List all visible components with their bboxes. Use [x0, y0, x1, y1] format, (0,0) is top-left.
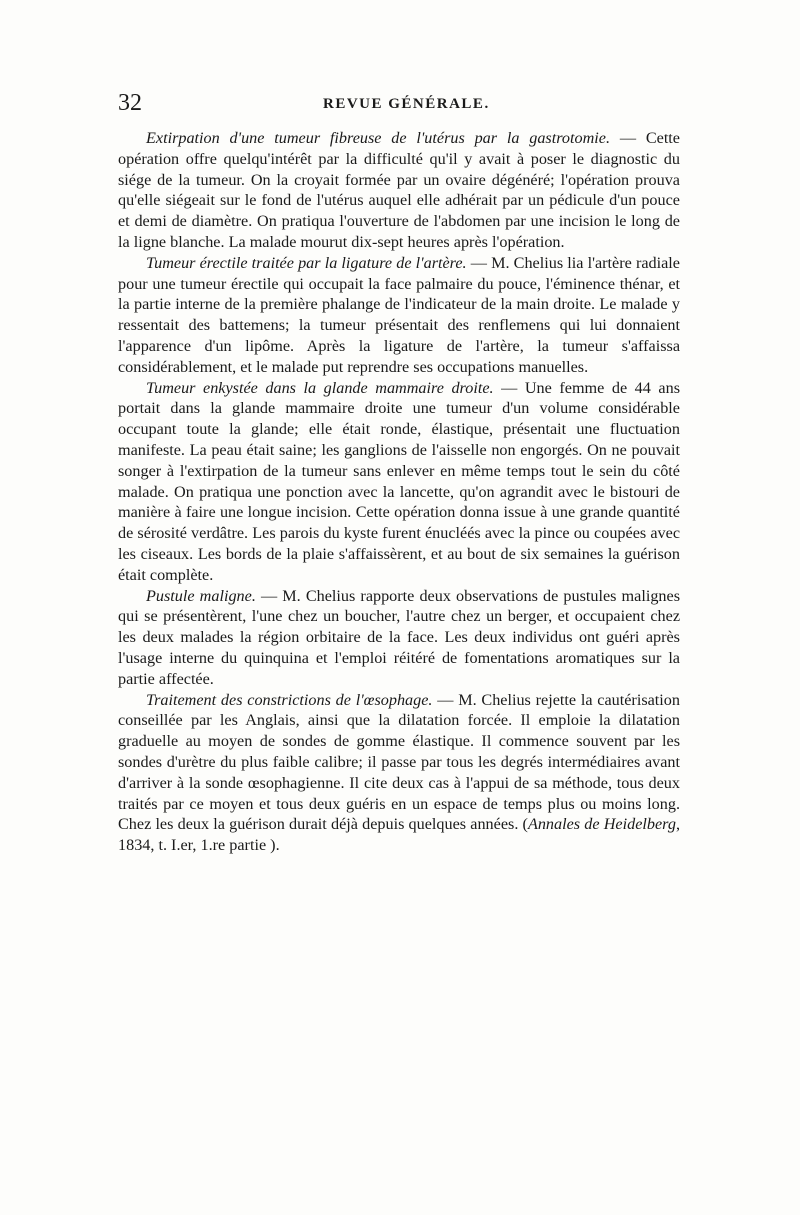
paragraph-text: — Une femme de 44 ans portait dans la glande mammaire droite une tumeur d'un volume considérable occupant toute la glande; elle était ronde, élastique, présentait une fluctuation manifeste. La peau était saine; les ganglions de l'aisselle non engorgés. On ne pouvait songer à l'extirpation de la tumeur sans enlever en même temps tout le sein du côté malade. On pratiqua une ponction avec la lancette, qu'on agrandit avec le bistouri de manière à faire une longue incision. Cette opération donna issue à une grande quantité de sérosité verdâtre. Les parois du kyste furent énucléés avec la pince ou coupées avec les ciseaux. Les bords de la plaie s'affaissèrent, et au bout de six semaines la guérison était complète. — [118, 378, 680, 584]
paragraph-tumeur-erectile — [118, 253, 680, 378]
section-title: Tumeur enkystée dans la glande mammaire droite. — [146, 378, 494, 397]
body-text — [118, 128, 680, 856]
paragraph-text: — M. Chelius rapporte deux observations de pustules malignes qui se présentèrent, l'une chez un boucher, l'autre chez un berger, et occupaient chez les deux malades la région orbitaire de la face. Les deux individus ont guéri après l'usage interne du quinquina et l'emploi réitéré de fomentations aromatiques sur la partie affectée. — [118, 586, 680, 688]
section-title: Pustule maligne. — [146, 586, 256, 605]
running-head: REVUE GÉNÉRALE. — [323, 96, 490, 112]
section-title: Traitement des constrictions de l'œsophage. — [146, 690, 433, 709]
source-citation: Annales de Heidelberg — [527, 815, 676, 834]
section-title: Tumeur érectile traitée par la ligature de l'artère. — [146, 253, 467, 272]
paragraph-text: — M. Chelius rejette la cautérisation conseillée par les Anglais, ainsi que la dilatation forcée. Il emploie la dilatation graduelle au moyen de sondes de gomme élastique. Il commence souvent par les sondes d'urètre du plus faible calibre; il passe par tous les degrés intermédiaires avant d'arriver à la sonde œsophagienne. Il cite deux cas à l'appui de sa méthode, tous deux traités par ce moyen et tous deux guéris en un espace de temps plus ou moins long. Chez les deux la guérison durait déjà depuis quelques années. ( — [118, 690, 680, 834]
paragraph-tumeur-enkystee — [118, 378, 680, 586]
page-number: 32 — [118, 90, 142, 116]
paragraph-text: — Cette opération offre quelqu'intérêt par la difficulté qu'il y avait à poser le diagnostic du siége de la tumeur. On la croyait formée par un ovaire dégénéré; l'opération prouva qu'elle siégeait sur le fond de l'utérus auquel elle adhérait par un pédicule d'un pouce et demi de diamètre. On pratiqua l'ouverture de l'abdomen par une incision le long de la ligne blanche. La malade mourut dix-sept heures après l'opération. — [118, 129, 680, 251]
paragraph-pustule-maligne — [118, 586, 680, 690]
paragraph-text: — M. Chelius lia l'artère radiale pour une tumeur érectile qui occupait la face palmaire du pouce, l'éminence thénar, et la partie interne de la première phalange de l'indicateur de la main droite. Le malade y ressentait des battemens; la tumeur présentait des renflemens qui lui donnaient l'apparence d'un lipôme. Après la ligature de l'artère, la tumeur s'affaissa considérablement, et le malade put reprendre ses occupations manuelles. — [118, 253, 680, 376]
citation-tail: , 1834, t. I.er, 1.re partie ). — [118, 815, 680, 855]
page-header — [118, 90, 678, 130]
paragraph-extirpation — [118, 128, 680, 253]
section-title: Extirpation d'une tumeur fibreuse de l'utérus par la gastrotomie. — [146, 129, 611, 147]
paragraph-constrictions — [118, 690, 680, 856]
